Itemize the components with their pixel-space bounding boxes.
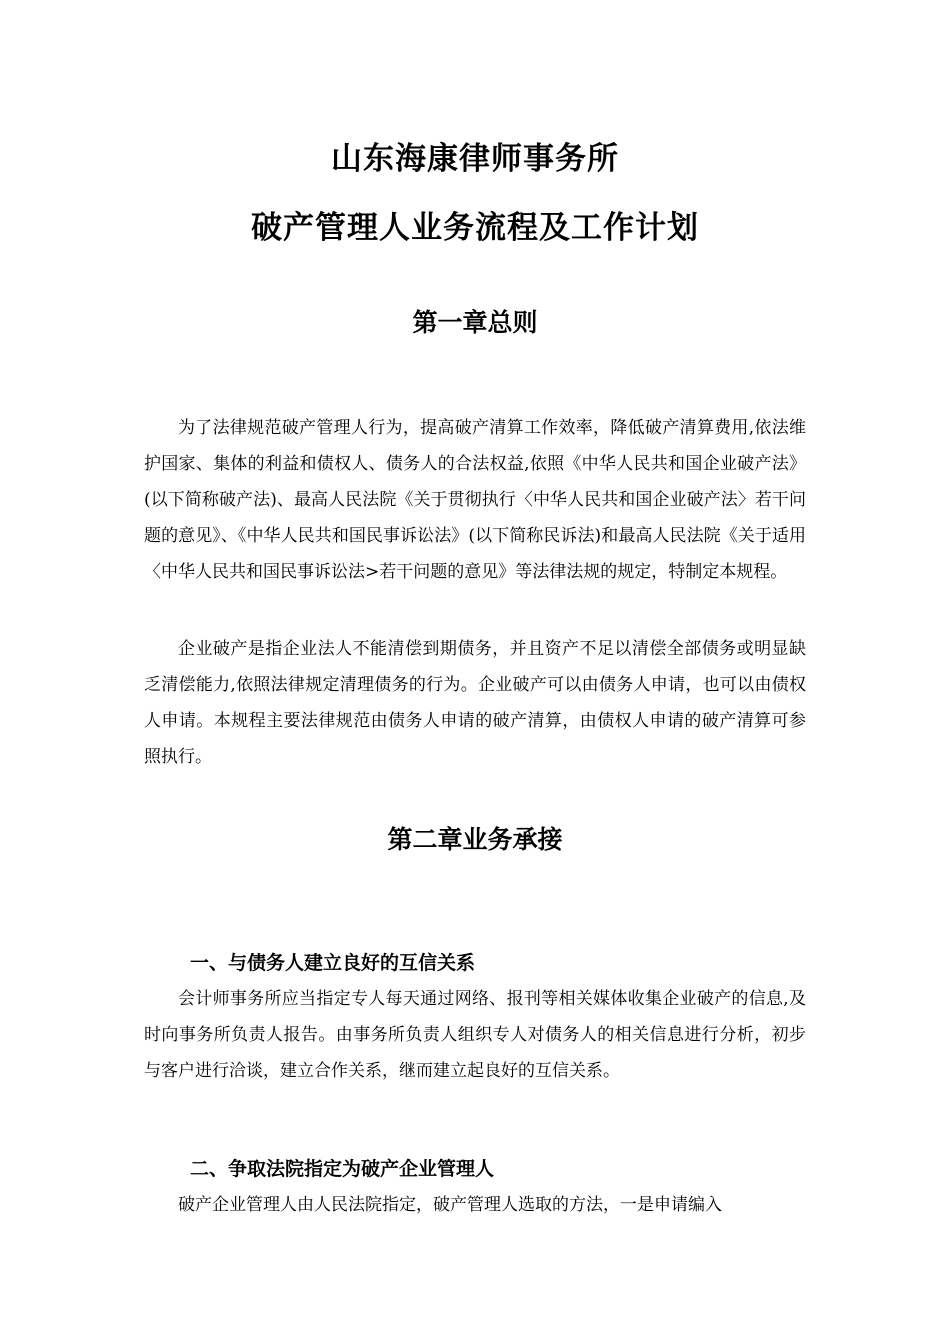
chapter-1-paragraph-2: 企业破产是指企业法人不能清偿到期债务，并且资产不足以清偿全部债务或明显缺乏清偿能力,依照法律规定清理债务的行为。企业破产可以由债务人申请，也可以由债权人申请。本规程主要法律规范由债务人申请的破产清算，由债权人申请的破产清算可参照执行。 (144, 639, 806, 767)
document-title-subject: 破产管理人业务流程及工作计划 (251, 210, 699, 246)
chapter-1-paragraph-1: 为了法律规范破产管理人行为，提高破产清算工作效率，降低破产清算费用,依法维护国家、集体的利益和债权人、债务人的合法权益,依照《中华人民共和国企业破产法》(以下简称破产法)、最高人民法院《关于贯彻执行〈中华人民共和国企业破产法〉若干问题的意见》、《中华人民共和国民事诉讼法》(以下简称民诉法)和最高人民法院《关于适用〈中华人民共和国民事诉讼法>若干问题的意见》等法律法规的规定，特制定本规程。 (144, 418, 806, 582)
section-1-paragraph: 会计师事务所应当指定专人每天通过网络、报刊等相关媒体收集企业破产的信息,及时向事务所负责人报告。由事务所负责人组织专人对债务人的相关信息进行分析，初步与客户进行洽谈，建立合作关系，继而建立起良好的互信关系。 (144, 989, 806, 1081)
section-2-paragraph: 破产企业管理人由人民法院指定，破产管理人选取的方法，一是申请编入 (178, 1195, 722, 1215)
section-1-heading: 一、与债务人建立良好的互信关系 (190, 952, 476, 974)
chapter-2-heading: 第二章业务承接 (387, 825, 563, 854)
document-title-firm: 山东海康律师事务所 (331, 141, 619, 177)
section-2-heading: 二、争取法院指定为破产企业管理人 (190, 1158, 495, 1180)
chapter-1-heading: 第一章总则 (412, 308, 538, 337)
